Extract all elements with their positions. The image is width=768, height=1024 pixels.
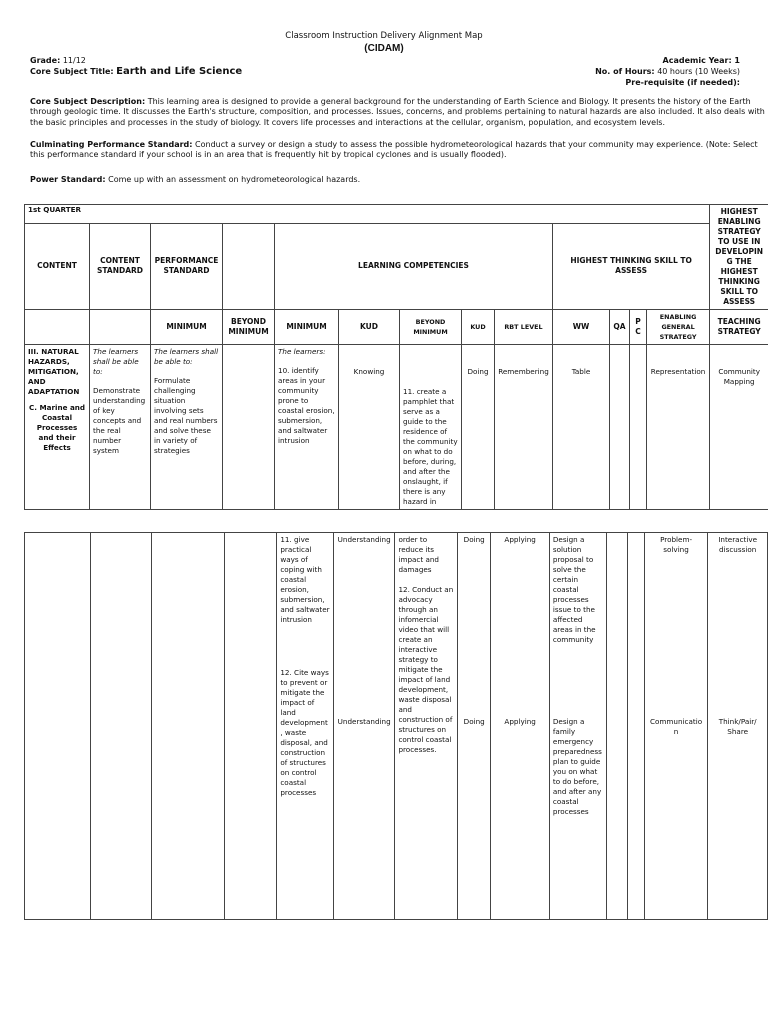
kud-cell-cont (333, 533, 395, 920)
teaching-interactive-discussion: Interactive discussion (718, 535, 758, 554)
competency-10: 10. identify areas in your community prone to coastal erosion, submersion, and saltwater intrusion (278, 366, 335, 445)
performance-standard-cell-cont (152, 533, 225, 920)
enabling-representation: Representation (647, 345, 710, 510)
hours-line (595, 67, 740, 76)
header-highest-enabling: HIGHEST ENABLING STRATEGY TO USE IN DEVELOPING THE HIGHEST THINKING SKILL TO ASSESS (710, 205, 768, 310)
subheader-beyond-minimum: BEYOND MINIMUM (223, 310, 275, 345)
competency-11: 11. give practical ways of coping with coastal erosion, submersion, and saltwater intrusion (280, 535, 330, 624)
subheader-kud: KUD (339, 310, 400, 345)
teaching-think-pair-share: Think/Pair/ Share (718, 717, 757, 736)
description-text: This learning area is designed to provide a general background for the understanding of Earth Science and Biology. It presents the history of the Earth through geologic time. It discusses the Earth's structure, composition, and processes. Issues, concerns, and problems pertaining to natural hazards are also included. It also deals with the basic principles and processes in the study of biology. It covers life processes and interactions at the cellular, organism, population, and ecosystem levels. (30, 97, 765, 127)
header-blank (223, 223, 275, 309)
document-title: Classroom Instruction Delivery Alignment Map (285, 31, 483, 41)
grade-line (30, 56, 86, 65)
ww-solution-proposal: Design a solution proposal to solve the certain coastal processes issue to the affected areas in the community (552, 535, 596, 644)
subject-label: Core Subject Title: (30, 67, 114, 76)
subheader-blank (25, 310, 90, 345)
header-learning-competencies: LEARNING COMPETENCIES (275, 223, 553, 309)
prerequisite: Pre-requisite (if needed): (625, 78, 740, 87)
kud-doing: Doing (462, 345, 495, 510)
performance-standard-intro: The learners shall be able to: (154, 347, 219, 366)
content-standard-cell-cont (90, 533, 152, 920)
rbt-applying: Applying (504, 535, 536, 544)
grade-value: 11/12 (62, 56, 86, 65)
kud-doing-2: Doing (463, 535, 485, 544)
content-standard-text: Demonstrate understanding of key concepts and the real number system (93, 386, 146, 455)
kud-doing-3: Doing (463, 717, 485, 726)
enabling-communication: Communication (650, 717, 703, 736)
content-cell-cont (25, 533, 91, 920)
content-standard-cell (90, 345, 151, 510)
subheader-beyond-minimum-lc: BEYOND MINIMUM (400, 310, 462, 345)
subheader-enabling-strategy: ENABLING GENERAL STRATEGY (647, 310, 710, 345)
subheader-minimum-lc: MINIMUM (275, 310, 339, 345)
kud-understanding: Understanding (337, 535, 391, 544)
subheader-teaching-strategy: TEACHING STRATEGY (710, 310, 768, 345)
content-main: III. NATURAL HAZARDS, MITIGATION, AND ADAPTATION (28, 347, 80, 396)
core-description (30, 97, 765, 128)
competency-11-beyond: 11. create a pamphlet that serve as a guide to the residence of the community on what to do before, during, and after the onslaught, if there is any hazard in (400, 345, 462, 510)
subject-value: Earth and Life Science (116, 66, 243, 77)
document-subtitle: (CIDAM) (364, 43, 404, 54)
performance-standard-text: Formulate challenging situation involving sets and real numbers and solve these in variety of strategies (154, 376, 218, 455)
subheader-pc: PC (630, 310, 647, 345)
content-cell (25, 345, 90, 510)
culminating-text: Conduct a survey or design a study to assess the possible hydrometeorological hazards that your community may experience. (Note: Select this performance standard if your school is in an area that is frequently hit by tropical cyclones and is usually flooded). (30, 140, 758, 160)
kud-knowing: Knowing (339, 345, 400, 510)
competency-12-beyond: 12. Conduct an advocacy through an infomercial video that will create an interactive strategy to mitigate the impact of land development, waste disposal and (398, 585, 454, 714)
grade-label: Grade: (30, 56, 61, 65)
beyond-minimum-cell (223, 345, 275, 510)
rbt-cell-cont (491, 533, 550, 920)
teaching-community-mapping: Community Mapping (710, 345, 768, 510)
ww-cell-cont (549, 533, 607, 920)
competency-12: 12. Cite ways to prevent or mitigate the impact of land development, waste disposal, and construction of structures on control coastal processes (280, 668, 329, 797)
pc-cell-cont (627, 533, 644, 920)
content-sub: C. Marine and Coastal Processes and their Effects (28, 403, 86, 452)
power-text: Come up with an assessment on hydrometeorological hazards. (108, 175, 361, 184)
enabling-problem-solving: Problem-solving (660, 535, 693, 554)
culminating-standard (30, 140, 765, 161)
competency-intro: The learners: (278, 347, 326, 356)
subheader-kud-beyond: KUD (462, 310, 495, 345)
subheader-ww: WW (553, 310, 610, 345)
beyond-minimum-cell-cont (224, 533, 276, 920)
subheader-rbt-level: RBT LEVEL (495, 310, 553, 345)
ww-table: Table (553, 345, 610, 510)
ww-emergency-plan: Design a family emergency preparedness plan to guide you on what to do before, and after any coastal processes (552, 717, 602, 816)
cidam-table-2 (24, 532, 768, 920)
qa-cell-cont (607, 533, 627, 920)
description-label: Core Subject Description: (30, 97, 146, 106)
quarter-label: 1st QUARTER (25, 205, 710, 224)
competency-minimum-cell-cont (277, 533, 334, 920)
subject-line (30, 66, 242, 77)
competency-12-beyond-cont: construction of structures on control coastal processes. (398, 715, 453, 754)
hours-value: 40 hours (10 Weeks) (657, 67, 740, 76)
performance-standard-cell (151, 345, 223, 510)
kud-beyond-cont (458, 533, 491, 920)
qa-cell (610, 345, 630, 510)
pc-cell (630, 345, 647, 510)
competency-minimum-cell (275, 345, 339, 510)
cidam-table-1 (24, 204, 768, 510)
subheader-qa: QA (610, 310, 630, 345)
hours-label: No. of Hours: (595, 67, 655, 76)
power-standard (30, 175, 765, 185)
kud-understanding-2: Understanding (337, 717, 391, 726)
content-standard-intro: The learners shall be able to: (93, 347, 139, 376)
academic-year: Academic Year: 1 (662, 56, 740, 65)
rbt-remembering: Remembering (495, 345, 553, 510)
subheader-minimum: MINIMUM (151, 310, 223, 345)
competency-11-beyond-cont: order to reduce its impact and damages (398, 535, 439, 574)
subheader-blank (90, 310, 151, 345)
culminating-label: Culminating Performance Standard: (30, 140, 193, 149)
rbt-applying-2: Applying (504, 717, 536, 726)
power-label: Power Standard: (30, 175, 106, 184)
header-content: CONTENT (25, 223, 90, 309)
beyond-minimum-lc-cont (395, 533, 458, 920)
header-content-standard: CONTENT STANDARD (90, 223, 151, 309)
header-performance-standard: PERFORMANCE STANDARD (151, 223, 223, 309)
header-highest-thinking: HIGHEST THINKING SKILL TO ASSESS (553, 223, 710, 309)
enabling-cell-cont (644, 533, 708, 920)
teaching-cell-cont (708, 533, 768, 920)
